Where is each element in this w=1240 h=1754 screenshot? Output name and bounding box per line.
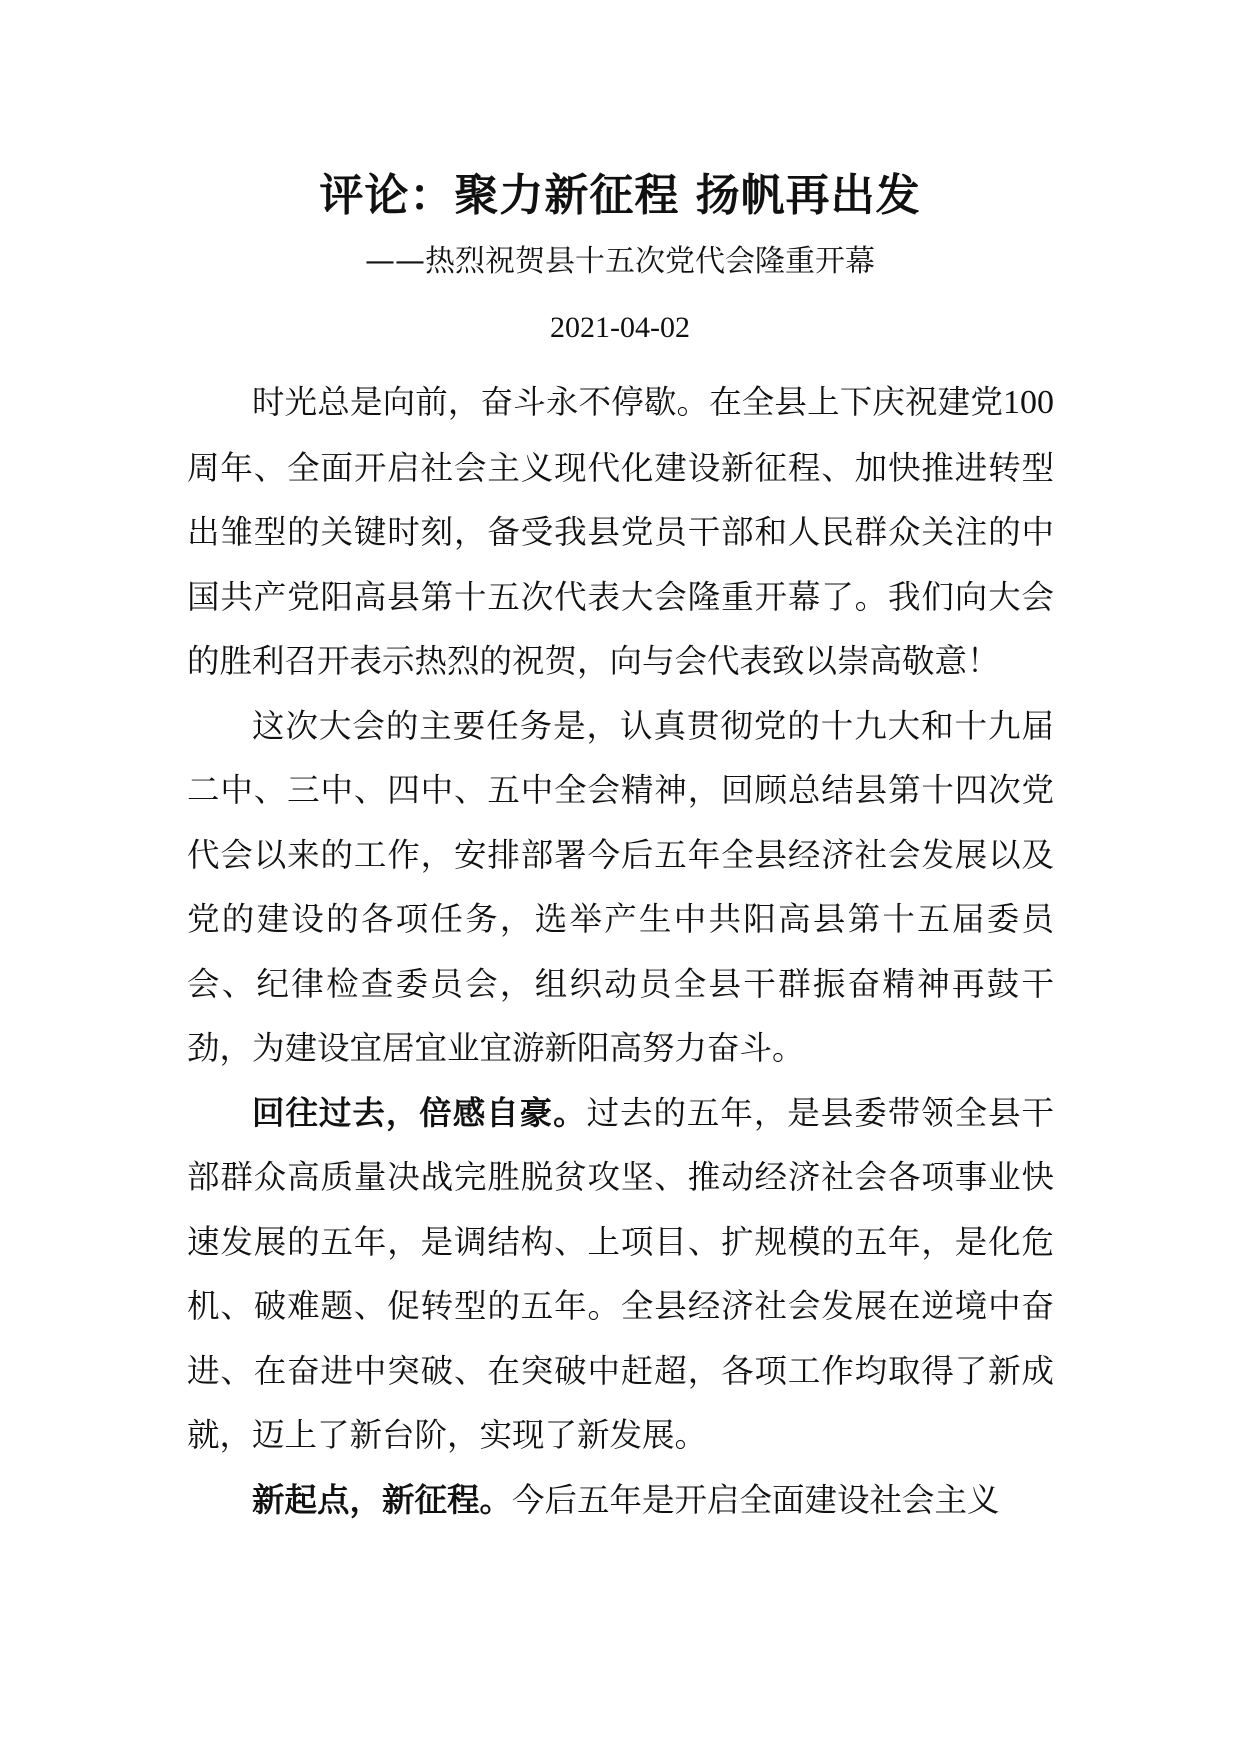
publish-date: 2021-04-02 [550,311,690,344]
article-subtitle: ——热烈祝贺县十五次党代会隆重开幕 [365,244,875,279]
paragraph-1-text-a: 时光总是向前，奋斗永不停歇。在全县上下庆祝建党 [252,383,1003,421]
paragraph-1-number: 100 [1003,384,1054,421]
paragraph-2: 这次大会的主要任务是，认真贯彻党的十九大和十九届二中、三中、四中、五中全会精神，回顾总结县第十四次党代会以来的工作，安排部署今后五年全县经济社会发展以及党的建设的各项任务，选举产生中共阳高县第十五届委员会、纪律检查委员会，组织动员全县干群振奋精神再鼓干劲，为建设宜居宜业宜游新阳高努力奋斗。 [187,706,1054,1067]
paragraph-3-text: 过去的五年，是县委带领全县干部群众高质量决战完胜脱贫攻坚、推动经济社会各项事业快速发展的五年，是调结构、上项目、扩规模的五年，是化危机、破难题、促转型的五年。全县经济社会发展在逆境中奋进、在奋进中突破、在突破中赶超，各项工作均取得了新成就，迈上了新台阶，实现了新发展。 [187,1093,1054,1454]
paragraph-1-text-b: 周年、全面开启社会主义现代化建设新征程、加快推进转型出雏型的关键时刻，备受我县党员干部和人民群众关注的中国共产党阳高县第十五次代表大会隆重开幕了。我们向大会的胜利召开表示热烈的祝贺，向与会代表致以崇高敬意！ [187,448,1054,680]
paragraph-3 [187,1081,1054,1468]
article-title: 评论：聚力新征程 扬帆再出发 [319,170,921,221]
paragraph-1 [187,370,1054,694]
paragraph-4-lead: 新起点，新征程。 [252,1480,513,1519]
paragraph-4-text: 今后五年是开启全面建设社会主义 [512,1480,1000,1519]
paragraph-4 [187,1468,1054,1533]
article-body [187,370,1054,1532]
paragraph-3-lead: 回往过去，倍感自豪。 [252,1093,587,1132]
